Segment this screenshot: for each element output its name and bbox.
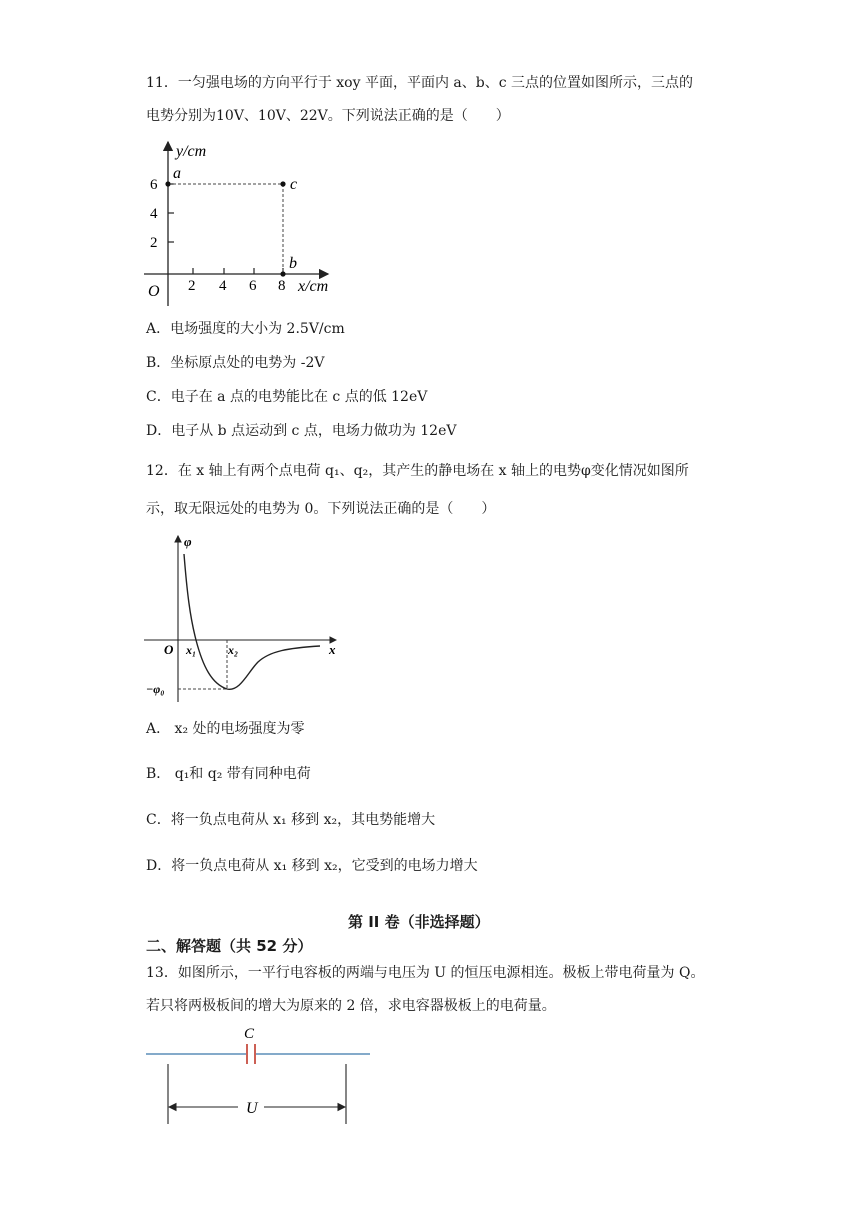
q13-capacitor-label: C	[244, 1026, 255, 1042]
q11-x-tick-6: 6	[249, 278, 257, 294]
q11-x-tick-8: 8	[278, 278, 286, 294]
q11-point-b	[280, 271, 285, 276]
q13-stem-line1: 13．如图所示，一平行电容板的两端与电压为 U 的恒压电源相连。极板上带电荷量为 Q。	[146, 965, 705, 981]
q11-label-a: a	[173, 165, 181, 182]
q11-y-tick-4: 4	[150, 206, 158, 222]
q11-option-c: C．电子在 a 点的电势能比在 c 点的低 12eV	[146, 389, 428, 405]
q12-option-b: B． q₁和 q₂ 带有同种电荷	[146, 766, 311, 782]
q11-point-c	[280, 181, 285, 186]
q12-x2-label: x₂	[228, 643, 239, 657]
q12-y-axis-label: φ	[184, 534, 192, 549]
q11-label-b: b	[289, 255, 297, 272]
q11-option-b: B．坐标原点处的电势为 -2V	[146, 355, 325, 371]
q13-voltage-label: U	[246, 1100, 258, 1117]
q12-option-c: C．将一负点电荷从 x₁ 移到 x₂，其电势能增大	[146, 812, 436, 828]
volume-title: 第 II 卷（非选择题）	[348, 913, 490, 931]
q12-origin-label: O	[164, 642, 174, 657]
q11-x-tick-2: 2	[188, 278, 196, 294]
q12-potential-curve	[184, 554, 320, 689]
q11-stem-line1: 11．一匀强电场的方向平行于 xoy 平面，平面内 a、b、c 三点的位置如图所示，三点的	[146, 75, 693, 91]
q11-x-axis-label: x/cm	[298, 278, 329, 295]
q12-option-a: A． x₂ 处的电场强度为零	[146, 721, 305, 737]
q11-x-tick-4: 4	[219, 278, 227, 294]
q11-label-c: c	[290, 176, 298, 193]
q12-stem-line2: 示，取无限远处的电势为 0。下列说法正确的是（ ）	[146, 501, 496, 517]
q11-option-d: D．电子从 b 点运动到 c 点，电场力做功为 12eV	[146, 423, 457, 439]
q13-circuit-figure	[140, 1020, 380, 1130]
q12-min-label: −φ₀	[146, 682, 165, 696]
q11-point-a	[165, 181, 170, 186]
q12-stem-line1: 12．在 x 轴上有两个点电荷 q₁、q₂，其产生的静电场在 x 轴上的电势φ变化情况如图所	[146, 463, 689, 479]
q11-y-tick-6: 6	[150, 177, 158, 193]
q11-coordinate-figure	[140, 138, 350, 308]
q11-option-a: A．电场强度的大小为 2.5V/cm	[146, 321, 345, 337]
q12-potential-figure	[140, 532, 350, 704]
q13-stem-line2: 若只将两极板间的增大为原来的 2 倍，求电容器极板上的电荷量。	[146, 998, 556, 1014]
part-title: 二、解答题（共 52 分）	[146, 937, 313, 955]
q11-y-axis-label: y/cm	[176, 143, 207, 160]
q12-x1-label: x₁	[186, 643, 197, 657]
q12-option-d: D．将一负点电荷从 x₁ 移到 x₂，它受到的电场力增大	[146, 858, 478, 874]
q11-y-tick-2: 2	[150, 235, 158, 251]
q11-origin-label: O	[148, 283, 160, 300]
q11-stem-line2: 电势分别为10V、10V、22V。下列说法正确的是（ ）	[146, 108, 510, 124]
q12-x-axis-label: x	[329, 642, 336, 657]
